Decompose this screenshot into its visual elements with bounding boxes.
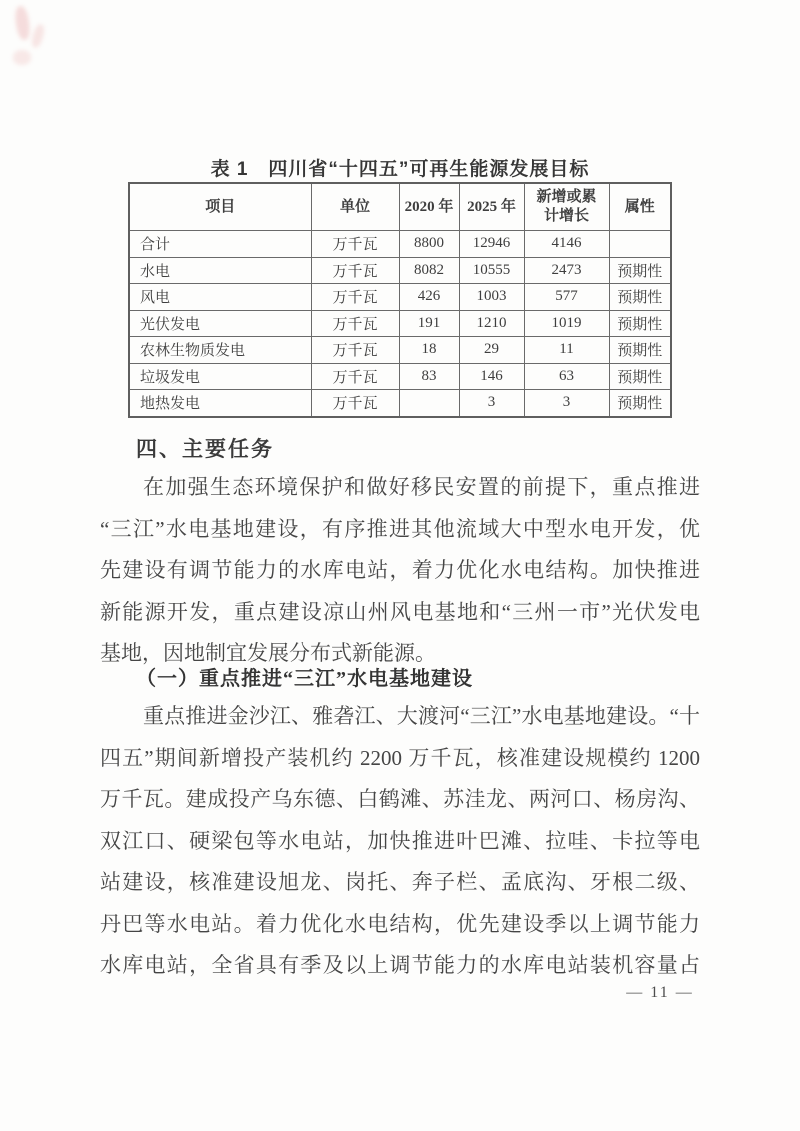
section-heading: 四、主要任务 (136, 438, 274, 461)
table-header-row (129, 183, 671, 231)
header-growth: 新增或累计增长 (524, 183, 609, 231)
text-line: 先建设有调节能力的水库电站，着力优化水电结构。加快推进 (100, 558, 700, 582)
table-cell: 426 (399, 284, 459, 311)
paragraph-1 (100, 467, 700, 675)
table-cell: 风电 (129, 284, 311, 311)
table-cell: 农林生物质发电 (129, 337, 311, 364)
table-cell: 预期性 (609, 310, 671, 337)
text-line: 站建设，核准建设旭龙、岗托、奔子栏、孟底沟、牙根二级、 (100, 870, 700, 894)
table-cell: 垃圾发电 (129, 363, 311, 390)
table-cell: 577 (524, 284, 609, 311)
text-line: 重点推进金沙江、雅砻江、大渡河“三江”水电基地建设。“十 (143, 704, 700, 728)
table-row (129, 284, 671, 311)
table-row (129, 257, 671, 284)
header-item: 项目 (129, 183, 311, 231)
table-row (129, 337, 671, 364)
table-cell (609, 231, 671, 258)
table-cell: 万千瓦 (311, 284, 399, 311)
text-line: 万千瓦。建成投产乌东德、白鹤滩、苏洼龙、两河口、杨房沟、 (100, 787, 700, 811)
table-cell: 水电 (129, 257, 311, 284)
header-unit: 单位 (311, 183, 399, 231)
table-cell: 8800 (399, 231, 459, 258)
table-cell: 12946 (459, 231, 524, 258)
table-cell: 63 (524, 363, 609, 390)
page-number: — 11 — (626, 984, 694, 1001)
text-line: “三江”水电基地建设，有序推进其他流域大中型水电开发，优 (100, 516, 700, 541)
table-cell: 191 (399, 310, 459, 337)
table-cell: 万千瓦 (311, 257, 399, 284)
subsection-heading: （一）重点推进“三江”水电基地建设 (136, 668, 473, 690)
paragraph-2 (100, 696, 700, 987)
table-cell: 万千瓦 (311, 310, 399, 337)
table-cell: 预期性 (609, 363, 671, 390)
table-cell: 预期性 (609, 337, 671, 364)
table-cell: 2473 (524, 257, 609, 284)
table-cell: 1210 (459, 310, 524, 337)
text-line: 基地，因地制宜发展分布式新能源。 (100, 641, 436, 665)
table-cell: 18 (399, 337, 459, 364)
table-cell: 万千瓦 (311, 363, 399, 390)
text-line: 四五”期间新增投产装机约 2200 万千瓦，核准建设规模约 1200 (100, 745, 700, 770)
table-cell: 1003 (459, 284, 524, 311)
table-cell: 1019 (524, 310, 609, 337)
table-caption: 表 1 四川省“十四五”可再生能源发展目标 (210, 159, 590, 180)
table-cell: 3 (459, 390, 524, 417)
text-line: 水库电站，全省具有季及以上调节能力的水库电站装机容量占 (100, 953, 700, 977)
table-cell: 预期性 (609, 284, 671, 311)
text-line: 丹巴等水电站。着力优化水电结构，优先建设季以上调节能力 (100, 911, 700, 936)
table-cell: 8082 (399, 257, 459, 284)
table-cell: 146 (459, 363, 524, 390)
table-cell: 83 (399, 363, 459, 390)
table-cell: 光伏发电 (129, 310, 311, 337)
table-row (129, 231, 671, 258)
table-row (129, 363, 671, 390)
header-2020: 2020 年 (399, 183, 459, 231)
header-attribute: 属性 (609, 183, 671, 231)
header-2025: 2025 年 (459, 183, 524, 231)
table-cell: 万千瓦 (311, 231, 399, 258)
red-ink-mark (14, 5, 32, 40)
table-cell: 地热发电 (129, 390, 311, 417)
table-cell: 万千瓦 (311, 337, 399, 364)
table-cell: 3 (524, 390, 609, 417)
table-row (129, 310, 671, 337)
red-ink-mark (30, 23, 46, 49)
renewable-targets-table (128, 182, 672, 418)
text-line: 在加强生态环境保护和做好移民安置的前提下，重点推进 (143, 475, 700, 499)
text-line: 双江口、硬梁包等水电站，加快推进叶巴滩、拉哇、卡拉等电 (100, 828, 700, 853)
table-cell: 万千瓦 (311, 390, 399, 417)
table-cell: 10555 (459, 257, 524, 284)
text-line: 新能源开发，重点建设凉山州风电基地和“三州一市”光伏发电 (100, 599, 700, 624)
red-ink-mark (13, 50, 31, 65)
table-row (129, 390, 671, 417)
table-cell: 合计 (129, 231, 311, 258)
table-cell: 11 (524, 337, 609, 364)
table-cell (399, 390, 459, 417)
table-cell: 预期性 (609, 257, 671, 284)
table-cell: 预期性 (609, 390, 671, 417)
table-cell: 4146 (524, 231, 609, 258)
table-cell: 29 (459, 337, 524, 364)
